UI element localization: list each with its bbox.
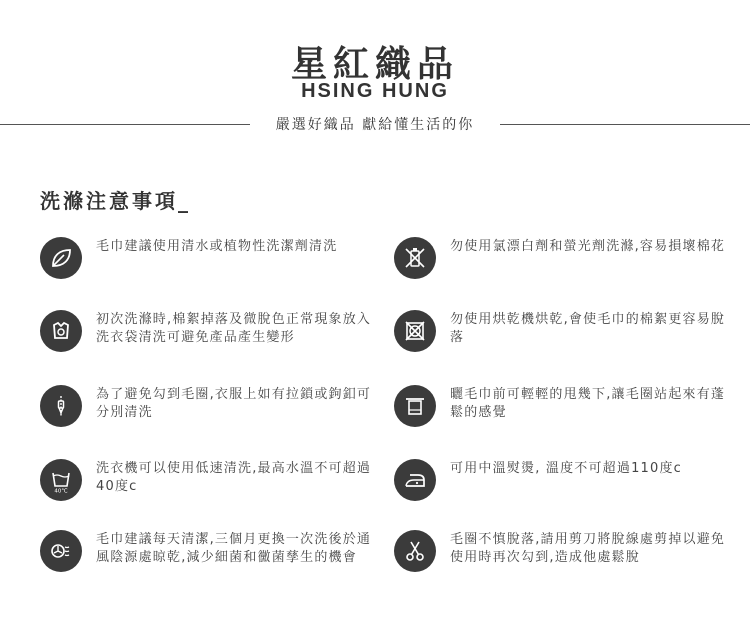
care-item-text: 毛圈不慎脫落,請用剪刀將脫線處剪掉以避免使用時再次勾到,造成他處鬆脫 — [450, 532, 726, 565]
wash-temperature-label: 40℃ — [54, 488, 68, 493]
care-item-text: 為了避免勾到毛圈,衣服上如有拉鎖或鉤釦可分別清洗 — [96, 387, 372, 420]
divider-right — [500, 124, 750, 125]
brand-subtitle: HSING HUNG — [301, 80, 449, 102]
care-item-text: 勿使用氯漂白劑和螢光劑洗滌,容易損壞棉花 — [450, 239, 726, 254]
care-item-text: 可用中溫熨燙, 溫度不可超過110度c — [450, 461, 683, 476]
care-item-text: 初次洗滌時,棉絮掉落及微脫色正常現象放入洗衣袋清洗可避免產品產生變形 — [96, 312, 372, 345]
care-item-daily-clean — [40, 530, 370, 590]
care-item-plant-detergent — [40, 237, 370, 297]
wash-temperature-icon — [40, 459, 82, 501]
care-item-no-bleach — [394, 237, 724, 297]
care-item-text: 毛巾建議使用清水或植物性洗潔劑清洗 — [96, 239, 338, 254]
laundry-bag-icon — [40, 310, 82, 352]
no-bleach-icon — [394, 237, 436, 279]
no-tumble-dry-icon — [394, 310, 436, 352]
care-item-shake-towel — [394, 385, 724, 445]
care-item-scissors — [394, 530, 724, 590]
care-item-ironing — [394, 459, 724, 519]
section-title: 洗滌注意事項_ — [40, 189, 191, 213]
care-item-text: 洗衣機可以使用低速清洗,最高水溫不可超過40度c — [96, 461, 372, 494]
tagline: 嚴選好織品 獻給懂生活的你 — [275, 117, 475, 133]
care-item-zipper — [40, 385, 370, 445]
tagline-row — [0, 114, 750, 134]
care-item-first-wash — [40, 310, 370, 370]
zipper-icon — [40, 385, 82, 427]
leaf-icon — [40, 237, 82, 279]
fan-icon — [40, 530, 82, 572]
brand-title: 星紅織品 — [290, 44, 459, 85]
iron-icon — [394, 459, 436, 501]
care-item-text: 毛巾建議每天清潔,三個月更換一次洗後於通風陰源處晾乾,減少細菌和黴菌孳生的機會 — [96, 532, 372, 565]
care-item-no-dryer — [394, 310, 724, 370]
scissors-icon — [394, 530, 436, 572]
care-item-text: 曬毛巾前可輕輕的甩幾下,讓毛圈站起來有蓬鬆的感覺 — [450, 387, 726, 420]
towel-rack-icon — [394, 385, 436, 427]
care-item-text: 勿使用烘乾機烘乾,會使毛巾的棉絮更容易脫落 — [450, 312, 726, 345]
divider-left — [0, 124, 250, 125]
care-item-washing-machine — [40, 459, 370, 519]
